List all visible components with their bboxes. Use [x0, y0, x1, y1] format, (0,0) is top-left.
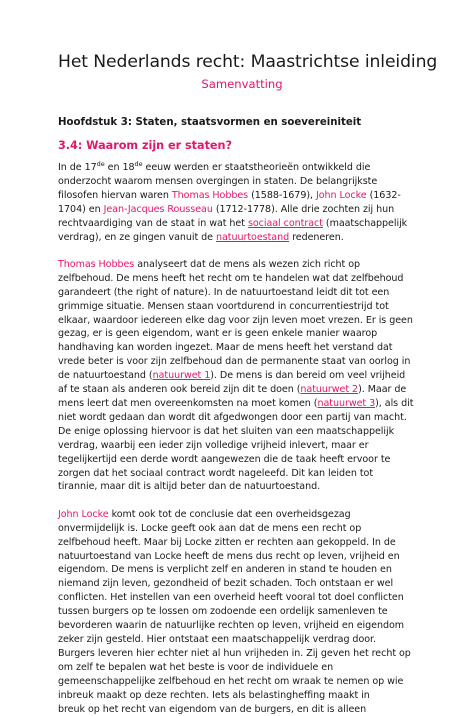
term-natuurwet-2: natuurwet 2 — [300, 384, 359, 396]
paragraph-locke: John Locke komt ook tot de conclusie dat een overheidsgezag onvermijdelijk is. Locke geeft ook aan dat de mens een recht op zelfbehoud heeft. Maar bij Locke zitten er rechten aan gekoppeld. In de natuurtoestand van Locke heeft de mens dus recht op leven, vrijheid en eigendom. De mens is verplicht zelf en anderen in stand te houden en niemand zijn leven, gezondheid of bezit schaden. Toch ontstaan er wel conflicten. Het instellen van een overheid heeft vooral tot doel conflicten tussen burgers op te lossen om zodoende een ordelijk samenleven te bevorderen waarin de natuurlijke rechten op leven, vrijheid en eigendom zeker zijn gesteld. Hier ontstaat een maatschappelijk verdrag door. Burgers leveren hier echter niet al hun vrijheden in. Zij geven het recht op om zelf te bepalen wat het beste is voor de individuele en gemeenschappelijke zelfbehoud en het recht om wraak te nemen op wie inbreuk maakt op deze rechten. Iets als belastingheffing maakt in breuk op het recht van eigendom van de burgers, en dit is alleen — [58, 508, 411, 715]
section-heading: 3.4: Waarom zijn er staten? — [58, 139, 232, 152]
paragraph-hobbes: Thomas Hobbes analyseert dat de mens als wezen zich richt op zelfbehoud. De mens heeft het recht om te handelen wat dat zelfbehoud garandeert (the right of nature). In de natuurtoestand leidt dit tot een grimmige situatie. Mensen staan voortdurend in concurrentiestrijd tot elkaar, waardoor iedereen elke dag voor zijn leven moet vrezen. Er is geen gezag, er is geen eigendom, want er is geen enkele manier waarop handhaving kan worden ingezet. Maar de mens heeft het verstand dat vrede beter is voor zijn zelfbehoud dan de permanente staat van oorlog in de natuurtoestand (natuurwet 1). De mens is dan bereid om veel vrijheid af te staan als anderen ook bereid zijn dit te doen (natuurwet 2). Maar de mens leert dat men overeenkomsten na moet komen (natuurwet 3), als dit niet wordt gedaan dan wordt dit afgedwongen door een partij van macht. De enige oplossing hiervoor is dat het sluiten van een maatschappelijk verdrag, waarbij een ieder zijn volledige vrijheid inlevert, maar er tegelijkertijd een derde wordt aangewezen die de taak heeft ervoor te zorgen dat het sociaal contract wordt nageleefd. Dit kan leiden tot tirannie, maar dit is altijd beter dan de natuurtoestand. — [58, 258, 414, 493]
term-natuurwet-1: natuurwet 1 — [152, 370, 211, 382]
term-sociaal-contract: sociaal contract — [247, 217, 323, 229]
name-hobbes: Thomas Hobbes — [171, 189, 249, 201]
document-subtitle: Samenvatting — [201, 77, 283, 91]
name-locke: John Locke — [316, 189, 367, 201]
name-rousseau: Jean-Jacques Rousseau — [103, 203, 213, 215]
document-title: Het Nederlands recht: Maastrichtse inleiding — [58, 52, 438, 72]
term-natuurtoestand: natuurtoestand — [215, 231, 290, 243]
name-locke: John Locke — [58, 508, 109, 520]
paragraph-intro: In de 17de en 18de eeuw werden er staatstheorieën ontwikkeld die onderzocht waarom mensen overgingen in staten. De belangrijkste filosofen hiervan waren Thomas Hobbes (1588-1679), John Locke (1632- 1704) en Jean-Jacques Rousseau (1712-1778). Alle drie zochten zij hun rechtvaardiging van de staat in wat het sociaal contract (maatschappelijk verdrag), en ze gingen vanuit de natuurtoestand redeneren. — [58, 159, 408, 243]
name-hobbes: Thomas Hobbes — [58, 258, 135, 270]
term-natuurwet-3: natuurwet 3 — [317, 398, 376, 409]
chapter-heading: Hoofdstuk 3: Staten, staatsvormen en soevereiniteit — [58, 117, 362, 128]
